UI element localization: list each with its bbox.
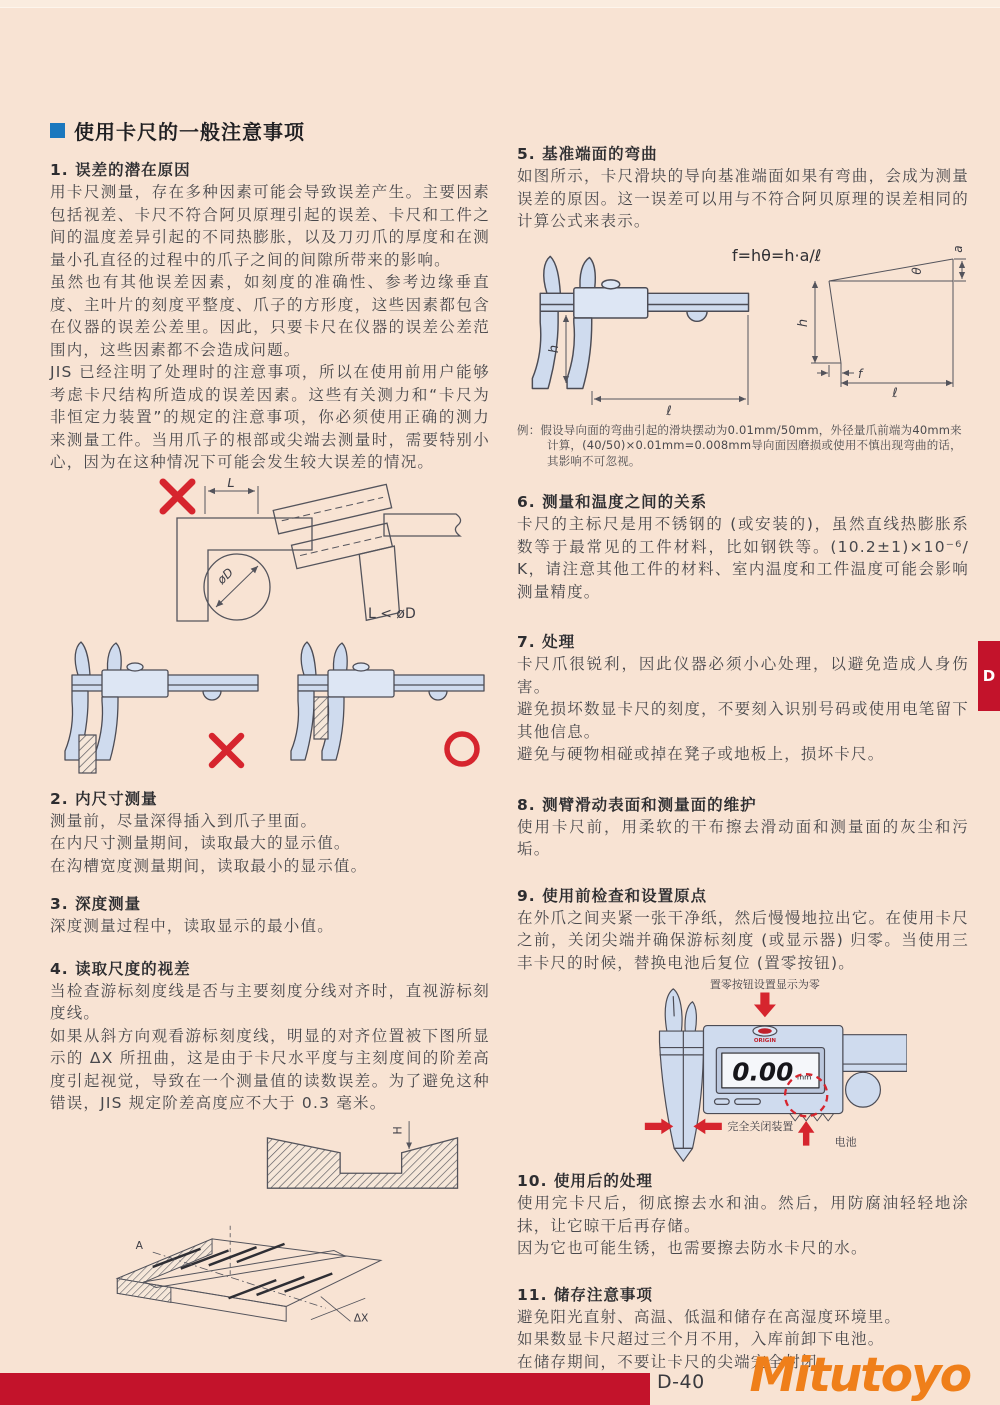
section-paragraph: 在储存期间，不要让卡尺的尖端完全封闭。 <box>517 1352 835 1371</box>
origin-button-label: ORIGIN <box>753 1038 776 1045</box>
footer-red-bar <box>0 1373 650 1405</box>
section-paragraph: 在外爪之间夹紧一张干净纸，然后慢慢地拉出它。在使用卡尺之前，关闭尖端并确保游标刻度 (或显示器) 归零。当使用三丰卡尺的时候，替换电池后复位 (置零按钮)。 <box>517 908 969 972</box>
section-heading: 9. 使用前检查和设置原点 <box>517 886 708 905</box>
section-3-depth-measurement <box>50 893 490 938</box>
figure-bore-measure-error <box>50 478 490 633</box>
section-paragraph: 使用完卡尺后，彻底擦去水和油。然后，用防腐油轻轻地涂抹，让它晾干后再存储。 <box>517 1194 969 1235</box>
error-formula: f=hθ=h·a/ℓ <box>732 245 822 265</box>
page-number: D-40 <box>657 1371 705 1393</box>
dim-label-h-step: H <box>391 1125 405 1135</box>
section-paragraph: 在沟槽宽度测量期间，读取最小的显示值。 <box>50 856 368 875</box>
section-paragraph: 如果从斜方向观看游标刻度线，明显的对齐位置被下图所显示的 ΔX 所扭曲，这是由于卡尺水平度与主刻度间的阶差高度引起视觉，导致在一个测量值的读数误差。为了避免这种错误，JIS 规定阶差高度应不大于 0.3 毫米。 <box>50 1026 490 1112</box>
section-heading: 3. 深度测量 <box>50 895 142 913</box>
right-column <box>517 143 969 1373</box>
section-1-error-causes <box>50 159 490 474</box>
battery-label: 电池 <box>834 1135 857 1149</box>
left-column <box>50 116 490 1328</box>
dimension-lines <box>566 259 966 405</box>
section-paragraph: 测量前，尽量深得插入到爪子里面。 <box>50 811 318 830</box>
scale-slab-sketch <box>117 1225 381 1321</box>
lcd-display-unit: mm <box>797 1072 812 1082</box>
section-paragraph: 如果数显卡尺超过三个月不用，入库前卸下电池。 <box>517 1330 885 1348</box>
mitutoyo-logo: Mitutoyo <box>749 1348 970 1403</box>
section-heading: 7. 处理 <box>517 633 576 651</box>
figure-digital-caliper-origin <box>577 976 907 1164</box>
workpiece-sketch <box>177 484 461 633</box>
section-heading: 5. 基准端面的弯曲 <box>517 145 658 163</box>
dim-label-a: a <box>951 244 965 253</box>
section-paragraph: 虽然也有其他误差因素，如刻度的准确性、参考边缘垂直度、主叶片的刻度平整度、爪子的方形度，这些因素都包含在仪器的误差公差里。因此，只要卡尺在仪器的误差公差范围内，这些因素都不会造成问题。 <box>50 273 490 359</box>
section-heading: 6. 测量和温度之间的关系 <box>517 493 708 511</box>
label-sight-line-a: A <box>135 1238 143 1252</box>
section-7-handling <box>517 631 969 766</box>
section-paragraph: 使用卡尺前，用柔软的干布擦去滑动面和测量面的灰尘和污垢。 <box>517 817 969 858</box>
section-paragraph: 避免损坏数显卡尺的刻度，不要刻入识别号码或使用电笔留下其他信息。 <box>517 700 969 741</box>
section-6-temperature <box>517 491 969 603</box>
section-8-maintenance <box>517 794 969 861</box>
dim-label-h: h <box>547 344 562 353</box>
page-title-text: 使用卡尺的一般注意事项 <box>74 120 305 144</box>
dim-label-f: f <box>858 366 863 381</box>
grooved-block <box>267 1137 457 1187</box>
section-paragraph: 深度测量过程中，读取显示的最小值。 <box>50 917 334 935</box>
section-index-tab-d <box>978 641 1000 711</box>
section-heading: 8. 测臂滑动表面和测量面的维护 <box>517 795 757 814</box>
workpiece-at-jaw-root <box>314 697 328 739</box>
wrong-x-icon <box>212 736 241 765</box>
bend-example-note: 例：假设导向面的弯曲引起的滑块摆动为0.01mm/50mm，外径量爪前端为40mm来计算，(40/50)×0.01mm=0.008mm导向面因磨损或使用不慎出现弯曲的话，其影响不可忽视。 <box>517 422 962 468</box>
wrong-x-icon <box>163 482 192 511</box>
zero-button-label: 置零按钮设置显示为零 <box>709 977 820 991</box>
red-up-arrow-icon <box>798 1121 815 1146</box>
dim-label-l: ℓ <box>666 403 672 419</box>
figure-jaw-usage <box>50 635 490 780</box>
red-down-arrow-icon <box>754 993 776 1018</box>
angle-label-theta: θ <box>910 266 924 275</box>
page-title <box>50 116 490 145</box>
section-index-tab-label: D <box>982 667 996 685</box>
blue-square-bullet <box>50 123 65 138</box>
dim-label-l: L <box>227 477 235 491</box>
section-heading: 2. 内尺寸测量 <box>50 789 158 808</box>
section-heading: 11. 储存注意事项 <box>517 1285 653 1304</box>
close-device-label: 完全关闭装置 <box>727 1120 794 1134</box>
section-paragraph: 因为它也可能生锈，也需要擦去防水卡尺的水。 <box>517 1239 868 1257</box>
correct-circle-icon <box>447 734 477 764</box>
top-strip <box>0 0 1000 8</box>
lcd-display-value: 0.00 <box>732 1057 794 1087</box>
section-10-after-use <box>517 1170 969 1260</box>
label-delta-x: ΔX <box>353 1310 369 1324</box>
workpiece-at-jaw-tips <box>79 735 96 773</box>
section-heading: 1. 误差的潜在原因 <box>50 161 191 179</box>
figure-bend-error <box>517 235 969 420</box>
section-paragraph: 在内尺寸测量期间，读取最大的显示值。 <box>50 834 351 852</box>
section-paragraph: 当检查游标刻度线是否与主要刻度分线对齐时，直视游标刻度线。 <box>50 981 490 1022</box>
section-paragraph: 避免阳光直射、高温、低温和储存在高湿度环境里。 <box>517 1307 902 1326</box>
section-2-inside-measurement <box>50 788 490 878</box>
caliper-drawing <box>532 256 748 388</box>
section-heading: 10. 使用后的处理 <box>517 1172 653 1190</box>
figure-parallax-perspective <box>105 1196 385 1328</box>
dim-label-diameter: øD <box>214 564 237 587</box>
figure-step-cross-section <box>260 1119 465 1194</box>
dim-label-h2: h <box>796 318 811 327</box>
section-9-origin-setting <box>517 885 969 975</box>
section-paragraph: 卡尺的主标尺是用不锈钢的 (或安装的)，虽然直线热膨胀系数等于最常见的工件材料，比如钢铁等。(10.2±1)×10⁻⁶/ K，请注意其他工件的材料、室内温度和工件温度可能会影响测量精度。 <box>517 515 969 601</box>
dim-label-l2: ℓ <box>892 385 898 401</box>
section-paragraph: 如图所示，卡尺滑块的导向基准端面如果有弯曲，会成为测量误差的原因。这一误差可以用与不符合阿贝原理的误差相同的计算公式来表示。 <box>517 167 969 230</box>
section-paragraph: 用卡尺测量，存在多种因素可能会导致误差产生。主要因素包括视差、卡尺不符合阿贝原理引起的误差、卡尺和工件之间的温度差异引起的不同热膨胀，以及刀刃爪的厚度和在测量小孔直径的过程中的爪子之间的间隙所带来的影响。 <box>50 183 490 269</box>
section-heading: 4. 读取尺度的视差 <box>50 959 191 978</box>
section-paragraph: 卡尺爪很锐利，因此仪器必须小心处理，以避免造成人身伤害。 <box>517 655 969 696</box>
figure-caption: L < øD <box>368 605 416 622</box>
section-5-reference-face-bend <box>517 143 969 233</box>
section-4-parallax <box>50 958 490 1115</box>
section-paragraph: JIS 已经注明了处理时的注意事项，所以在使用前用户能够考虑卡尺结构所造成的误差因素。这些有关测力和“卡尺为非恒定力装置”的规定的注意事项，你必须使用正确的测力来测量工件。当用爪子的根部或尖端去测量时，需要特别小心，因为在这种情况下可能会发生较大误差的情况。 <box>50 363 490 471</box>
section-paragraph: 避免与硬物相碰或掉在凳子或地板上，损坏卡尺。 <box>517 745 885 763</box>
